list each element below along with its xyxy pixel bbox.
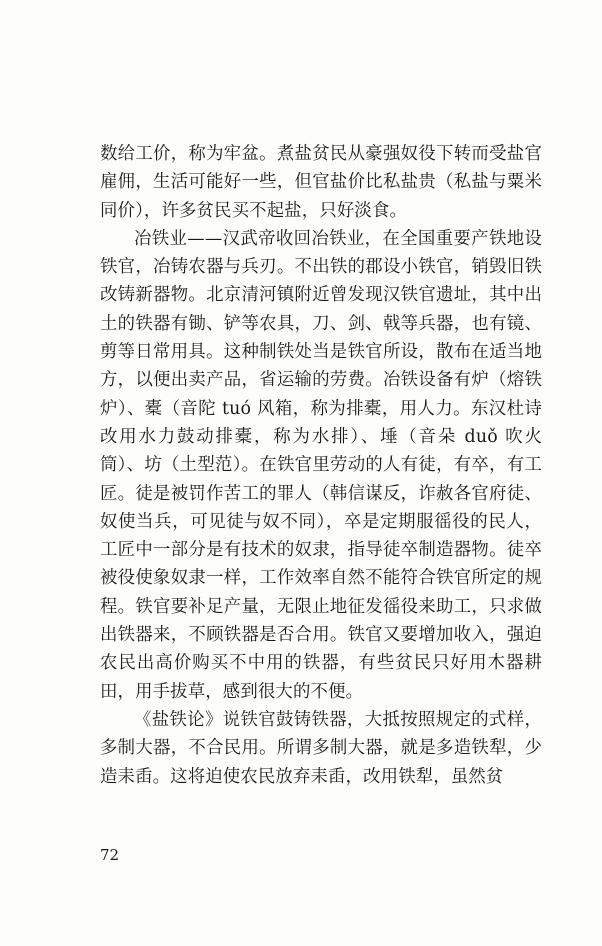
paragraph-yantielun: 《盐铁论》说铁官鼓铸铁器，大抵按照规定的式样，多制大器，不合民用。所谓多制大器，就是多造铁犁，少造耒臿。这将迫使农民放弃耒臿，改用铁犁，虽然贫 [100,709,542,787]
paragraph-salt-continued: 数给工价，称为牢盆。煮盐贫民从豪强奴役下转而受盐官雇佣，生活可能好一些，但官盐价比私盐贵（私盐与粟米同价），许多贫民买不起盐，只好淡食。 [100,144,542,221]
body-text [100,140,542,791]
paragraph-iron-industry: 冶铁业——汉武帝收回冶铁业，在全国重要产铁地设铁官，冶铸农器与兵刃。不出铁的郡设小铁官，销毁旧铁改铸新器物。北京清河镇附近曾发现汉铁官遗址，其中出土的铁器有锄、铲等农具，刀、剑、戟等兵器，也有镜、剪等日常用具。这种制铁处当是铁官所设，散布在适当地方，以便出卖产品，省运输的劳费。冶铁设备有炉（熔铁炉）、橐（音陀 tuó 风箱，称为排橐，用人力。东汉杜诗改用水力鼓动排橐，称为水排）、埵（音朵 duǒ 吹火筒）、坊（土型范）。在铁官里劳动的人有徒，有卒，有工匠。徒是被罚作苦工的罪人（韩信谋反，诈赦各官府徒、奴使当兵，可见徒与奴不同），卒是定期服徭役的民人，工匠中一部分是有技术的奴隶，指导徒卒制造器物。徒卒被役使象奴隶一样，工作效率自然不能符合铁官所定的规程。铁官要补足产量，无限止地征发徭役来助工，只求做出铁器来，不顾铁器是否合用。铁官又要增加收入，强迫农民出高价购买不中用的铁器，有些贫民只好用木器耕田，用手拔草，感到很大的不便。 [100,228,542,702]
page-number: 72 [100,846,120,864]
